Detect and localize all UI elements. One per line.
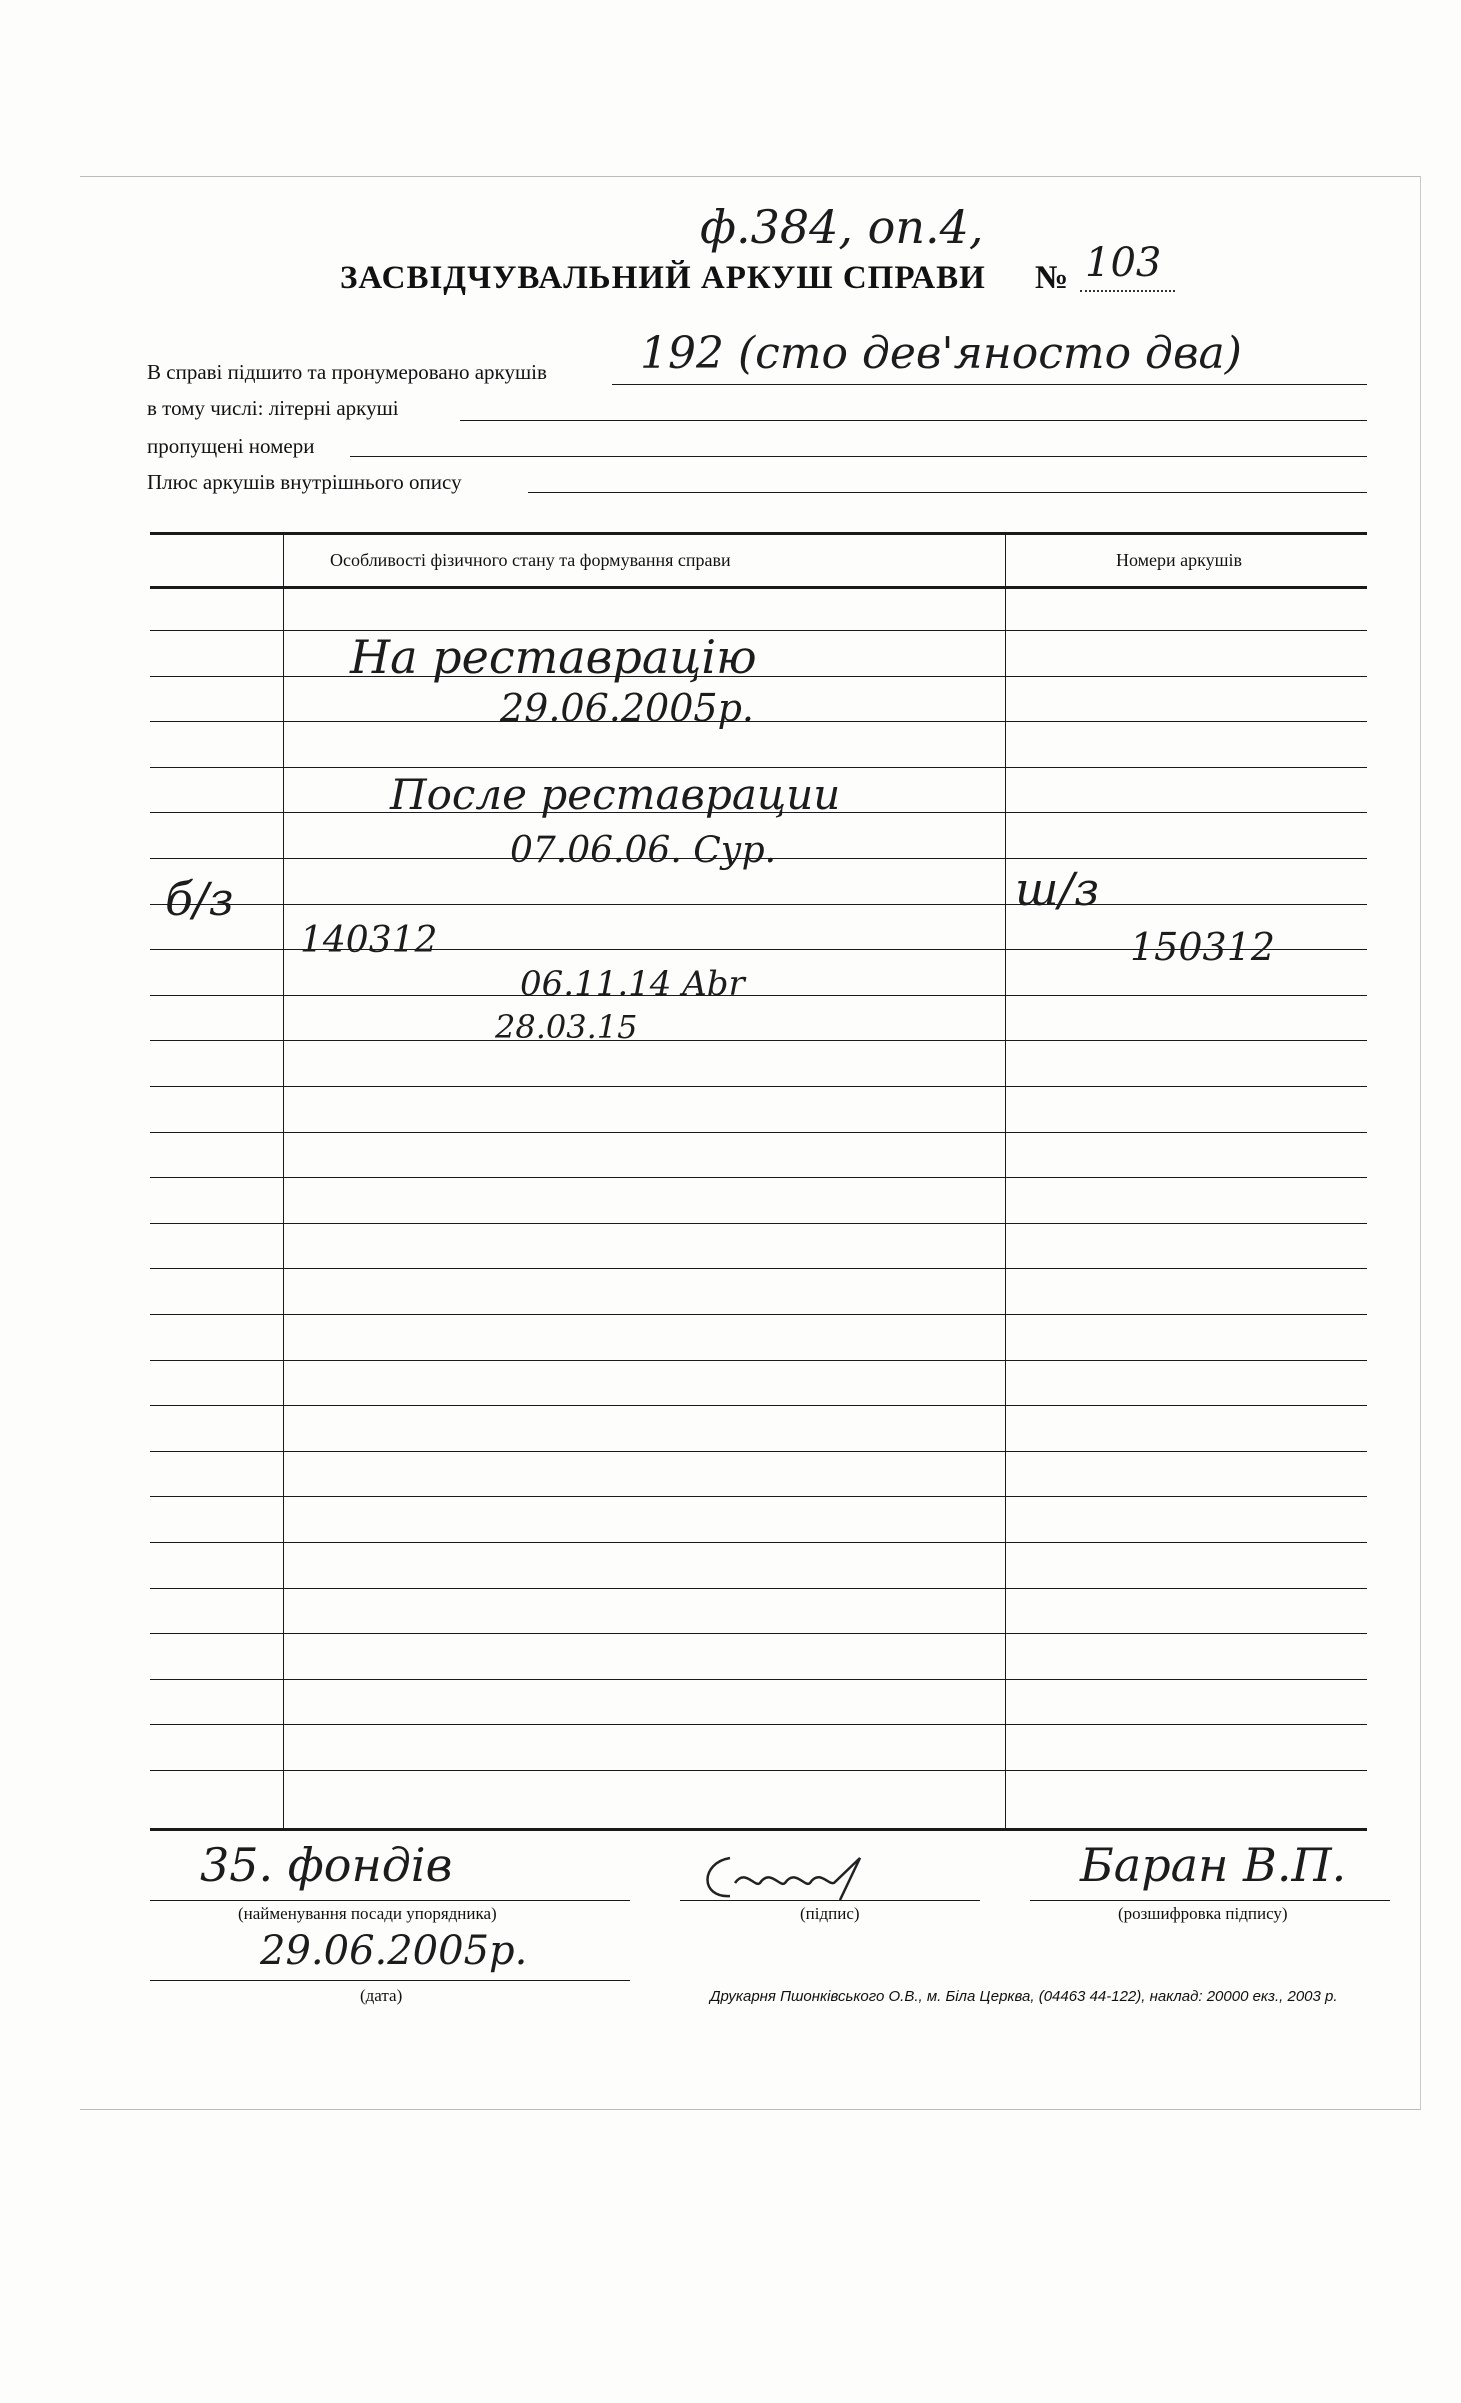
table-row-line — [150, 1633, 1367, 1634]
position-caption: (найменування посади упорядника) — [238, 1904, 497, 1923]
table-row-line — [150, 1086, 1367, 1087]
letter-sheets-line — [460, 420, 1367, 421]
archive-reference: ф.384, оп.4, — [700, 200, 984, 254]
printer-info: Друкарня Пшонківського О.В., м. Біла Церква, (04463 44-122), наклад: 20000 екз., 2003 р. — [710, 1988, 1338, 2005]
entry-margin-note: б/з — [165, 872, 234, 926]
col-header-features: Особливості фізичного стану та формування справи — [330, 550, 731, 570]
entry-restoration-sent: На реставрацію — [350, 630, 757, 684]
table-row-line — [150, 1268, 1367, 1269]
col-header-sheet-numbers: Номери аркушів — [1116, 550, 1243, 570]
table-header-bottom — [150, 586, 1367, 589]
entry-sheet-note: ш/з — [1015, 862, 1100, 916]
inner-inventory-label: Плюс аркушів внутрішнього опису — [147, 470, 462, 494]
table-row-line — [150, 1724, 1367, 1725]
table-row-line — [150, 1132, 1367, 1133]
table-row-line — [150, 630, 1367, 631]
position-line — [150, 1900, 630, 1901]
table-row-line — [150, 1451, 1367, 1452]
case-number: 103 — [1085, 240, 1162, 286]
table-top-border — [150, 532, 1367, 535]
decoding-value: Баран В.П. — [1080, 1838, 1347, 1892]
entry-after-restoration-date: 07.06.06. Сур. — [510, 830, 777, 871]
sheets-value: 192 (сто дев'яносто два) — [640, 328, 1242, 379]
missing-numbers-line — [350, 456, 1367, 457]
signature-caption: (підпис) — [800, 1904, 860, 1923]
signature-line — [680, 1900, 980, 1901]
entry-check-2: 28.03.15 — [495, 1008, 638, 1046]
table-row-line — [150, 1770, 1367, 1771]
table-row-line — [150, 721, 1367, 722]
table-row-line — [150, 1314, 1367, 1315]
entry-code-right: 150312 — [1130, 925, 1276, 969]
table-row-line — [150, 1588, 1367, 1589]
date-value: 29.06.2005р. — [260, 1928, 528, 1974]
entry-check-1: 06.11.14 Abr — [520, 964, 745, 1004]
form-title: ЗАСВІДЧУВАЛЬНИЙ АРКУШ СПРАВИ — [340, 260, 986, 296]
entry-code-left: 140312 — [300, 920, 438, 961]
table-row-line — [150, 1405, 1367, 1406]
letter-sheets-label: в тому числі: літерні аркуші — [147, 396, 399, 420]
decoding-line — [1030, 1900, 1390, 1901]
table-row-line — [150, 1177, 1367, 1178]
table-row-line — [150, 767, 1367, 768]
table-row-line — [150, 676, 1367, 677]
entry-restoration-sent-date: 29.06.2005р. — [500, 686, 754, 730]
table-row-line — [150, 1496, 1367, 1497]
date-caption: (дата) — [360, 1986, 403, 2005]
missing-numbers-label: пропущені номери — [147, 434, 315, 458]
number-sign: № — [1035, 260, 1070, 296]
form-border — [80, 176, 1421, 2110]
case-number-underline — [1080, 290, 1175, 292]
table-row-line — [150, 904, 1367, 905]
table-col-divider-right — [1005, 533, 1006, 1829]
table-row-line — [150, 995, 1367, 996]
table-row-line — [150, 1360, 1367, 1361]
table-col-divider-left — [283, 533, 284, 1829]
table-row-line — [150, 1542, 1367, 1543]
table-row-line — [150, 1679, 1367, 1680]
position-value: 35. фондів — [200, 1838, 453, 1892]
table-bottom-border — [150, 1828, 1367, 1831]
table-row-line — [150, 1040, 1367, 1041]
signature-mark — [690, 1838, 880, 1908]
table-row-line — [150, 1223, 1367, 1224]
sheets-line — [612, 384, 1367, 385]
sheets-label: В справі підшито та пронумеровано аркушів — [147, 360, 547, 384]
inner-inventory-line — [528, 492, 1367, 493]
decoding-caption: (розшифровка підпису) — [1118, 1904, 1288, 1923]
entry-after-restoration: После реставрации — [390, 770, 841, 819]
date-line — [150, 1980, 630, 1981]
